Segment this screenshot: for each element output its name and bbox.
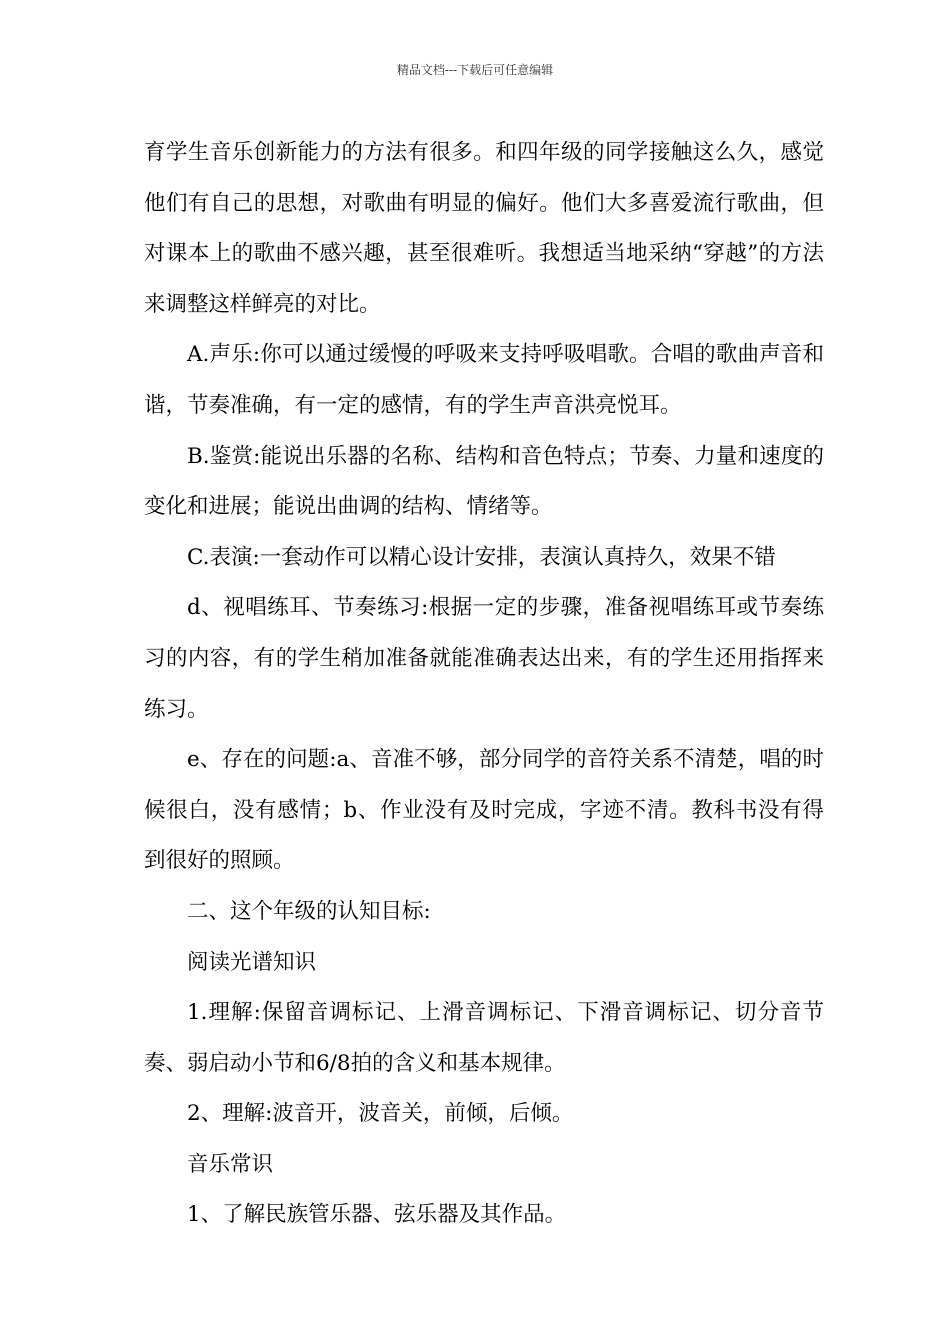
paragraph-understanding-1: 1.理解:保留音调标记、上滑音调标记、下滑音调标记、切分音节奏、弱启动小节和6/8拍的含义和基本规律。	[144, 1000, 824, 1076]
subheading-music-knowledge: 音乐常识	[187, 1151, 274, 1177]
section-heading-goals: 二、这个年级的认知目标:	[187, 898, 431, 924]
paragraph-performance: C.表演:一套动作可以精心设计安排，表演认真持久，效果不错	[187, 544, 776, 570]
paragraph-vocal: A.声乐:你可以通过缓慢的呼吸来支持呼吸唱歌。合唱的歌曲声音和谐，节奏准确，有一定的感情，有的学生声音洪亮悦耳。	[144, 342, 824, 418]
paragraph-sight-singing: d、视唱练耳、节奏练习:根据一定的步骤，准备视唱练耳或节奏练习的内容，有的学生稍加准备就能准确表达出来，有的学生还用指挥来练习。	[144, 595, 824, 722]
paragraph-instruments: 1、了解民族管乐器、弦乐器及其作品。	[187, 1202, 567, 1228]
paragraph-appreciation: B.鉴赏:能说出乐器的名称、结构和音色特点；节奏、力量和速度的变化和进展；能说出曲调的结构、情绪等。	[144, 443, 824, 520]
paragraph-intro: 育学生音乐创新能力的方法有很多。和四年级的同学接触这么久，感觉他们有自己的思想，对歌曲有明显的偏好。他们大多喜爱流行歌曲，但对课本上的歌曲不感兴趣，甚至很难听。我想适当地采纳“穿越”的方法来调整这样鲜亮的对比。	[144, 140, 824, 317]
subheading-score-reading: 阅读光谱知识	[187, 949, 317, 975]
page-header: 精品文档---下载后可任意编辑	[396, 63, 554, 77]
paragraph-problems: e、存在的问题:a、音准不够，部分同学的音符关系不清楚，唱的时候很白，没有感情；b、作业没有及时完成，字迹不清。教科书没有得到很好的照顾。	[144, 747, 824, 874]
paragraph-understanding-2: 2、理解:波音开，波音关，前倾，后倾。	[187, 1101, 574, 1127]
document-body	[144, 128, 824, 1241]
